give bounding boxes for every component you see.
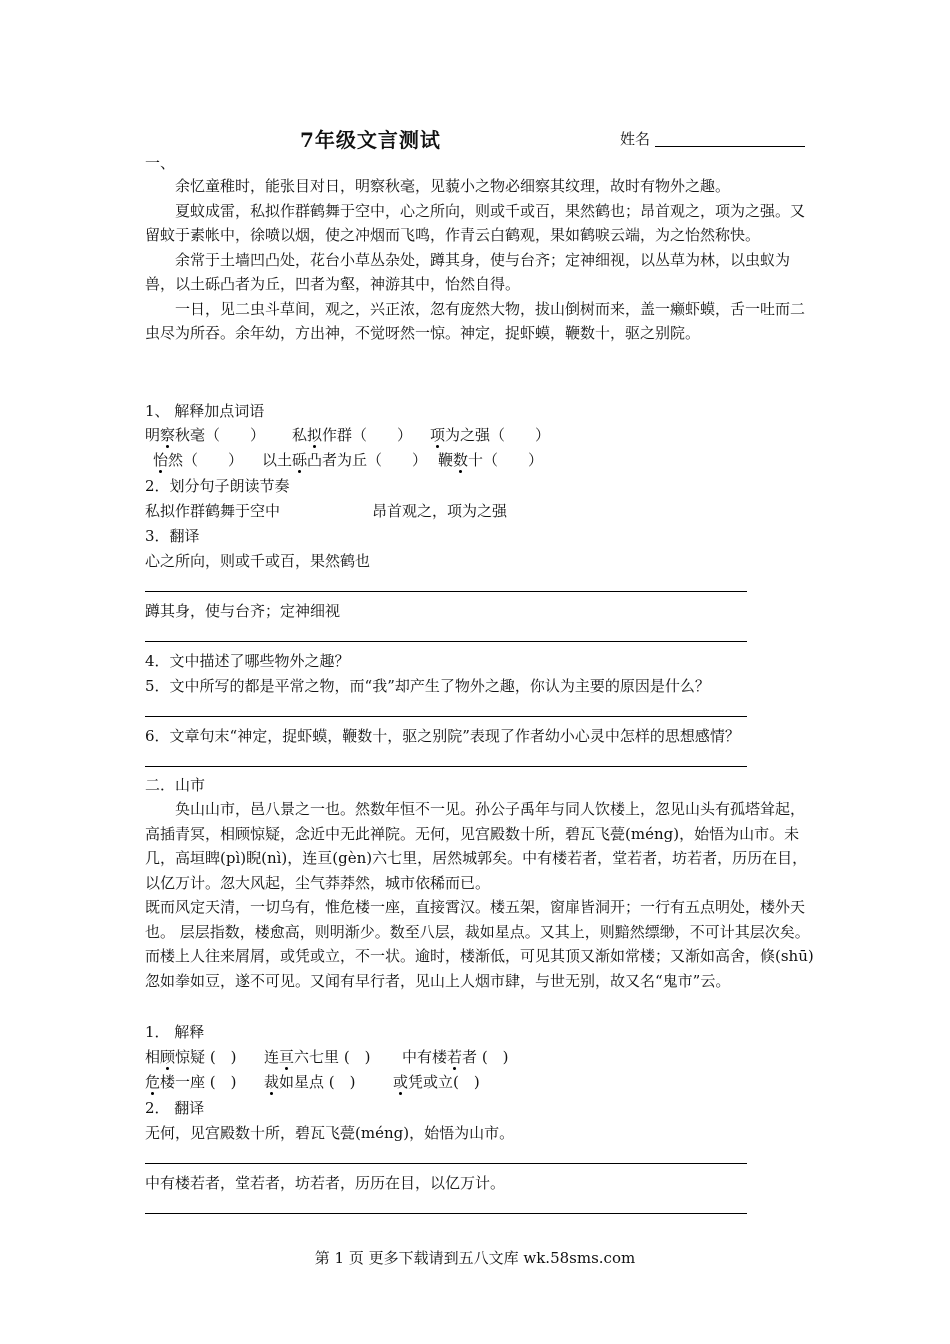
vocab-item: 项为之强（ ） [430, 426, 551, 444]
vocab-item: 明察秋毫（ ） [145, 426, 266, 444]
answer-blank[interactable]: （ ） [205, 426, 266, 444]
answer-blank[interactable]: （ ） [490, 426, 551, 444]
vocab-item: 连亘六七里 ( ) [264, 1048, 371, 1066]
translate-sentence: 心之所向，则或千或百，果然鹤也 [145, 552, 371, 570]
dotted-char: 裁 [264, 1073, 280, 1091]
answer-blank[interactable]: ( ) [205, 1048, 237, 1066]
passage-paragraph: 既而风定天清，一切乌有，惟危楼一座，直接霄汉。楼五架，窗扉皆洞开；一行有五点明处，楼外天也。 层层指数，楼愈高，则明渐少。数至八层，裁如星点。又其上，则黯然缥缈，不可计其层次矣。而楼上人往来屑屑，或凭或立，不一状。逾时，楼渐低，可见其顶又渐如常楼；又渐如高舍，倏(shū)忽如拳如豆，遂不可见。又闻有早行者，见山上人烟市肆，与世无别，故又名“鬼市”云。 [145, 898, 814, 990]
answer-blank[interactable]: ( ) [205, 1073, 237, 1091]
section2-question-1-label: 1． 解释 [145, 1023, 205, 1041]
answer-line[interactable] [145, 766, 747, 767]
vocab-item: 怡然（ ） [153, 451, 244, 469]
answer-line[interactable] [145, 1213, 747, 1214]
vocab-item: 以土砾凸者为丘（ ） [262, 451, 428, 469]
dotted-char: 或 [393, 1073, 409, 1091]
answer-line[interactable] [145, 591, 747, 592]
answer-blank[interactable]: （ ） [367, 451, 428, 469]
vocab-item: 鞭数十（ ） [438, 451, 544, 469]
question-3-label: 3．翻译 [145, 527, 200, 545]
dotted-char: 怡 [153, 451, 169, 469]
passage-paragraph: 一日，见二虫斗草间，观之，兴正浓，忽有庞然大物，拔山倒树而来，盖一癞虾蟆，舌一吐而二虫尽为所吞。余年幼，方出神，不觉呀然一惊。神定，捉虾蟆，鞭数十，驱之别院。 [145, 299, 806, 342]
page-footer: 第 1 页 更多下载请到五八文库 wk.58sms.com [314, 1249, 636, 1267]
rhythm-sentence: 昂首观之，项为之强 [372, 502, 508, 520]
vocab-item: 裁如星点 ( ) [264, 1073, 356, 1091]
name-blank-line [655, 146, 805, 147]
translate-sentence: 中有楼若者，堂若者，坊若者，历历在目，以亿万计。 [145, 1174, 506, 1192]
dotted-char: 拟 [307, 426, 323, 444]
dotted-char: 砾 [292, 451, 308, 469]
question-5: 5．文中所写的都是平常之物，而“我”却产生了物外之趣，你认为主要的原因是什么？ [145, 677, 710, 695]
answer-blank[interactable]: （ ） [352, 426, 413, 444]
translate-sentence: 无何，见宫殿数十所，碧瓦飞甍(méng)，始悟为山市。 [145, 1124, 515, 1142]
answer-blank[interactable]: ( ) [324, 1073, 356, 1091]
section2-heading: 二．山市 [145, 776, 206, 794]
section1-passage [145, 174, 817, 346]
answer-line[interactable] [145, 716, 747, 717]
page-title: 7年级文言测试 [300, 128, 441, 152]
answer-line[interactable] [145, 641, 747, 642]
dotted-char: 察 [160, 426, 176, 444]
dotted-char: 项 [430, 426, 446, 444]
answer-blank[interactable]: （ ） [183, 451, 244, 469]
vocab-item: 或凭或立( ) [393, 1073, 480, 1091]
question-6: 6．文章句末“神定，捉虾蟆，鞭数十，驱之别院”表现了作者幼小心灵中怎样的思想感情？ [145, 727, 740, 745]
section2-question-2-label: 2． 翻译 [145, 1099, 205, 1117]
dotted-char: 亘 [279, 1048, 295, 1066]
passage-paragraph: 夏蚊成雷，私拟作群鹤舞于空中，心之所向，则或千或百，果然鹤也；昂首观之，项为之强。又留蚊于素帐中，徐喷以烟，使之冲烟而飞鸣，作青云白鹤观，果如鹤唳云端，为之怡然称快。 [145, 201, 806, 244]
vocab-item: 中有楼若者 ( ) [402, 1048, 509, 1066]
dotted-char: 数 [453, 451, 469, 469]
rhythm-sentence: 私拟作群鹤舞于空中 [145, 502, 281, 520]
answer-blank[interactable]: （ ） [483, 451, 544, 469]
translate-sentence: 蹲其身，使与台齐；定神细视 [145, 602, 341, 620]
vocab-item: 私拟作群（ ） [292, 426, 413, 444]
dotted-char: 危 [145, 1073, 161, 1091]
dotted-char: 顾 [160, 1048, 176, 1066]
passage-paragraph: 余忆童稚时，能张目对日，明察秋毫，见藐小之物必细察其纹理，故时有物外之趣。 [175, 177, 731, 195]
section2-passage [145, 797, 817, 993]
vocab-item: 相顾惊疑 ( ) [145, 1048, 237, 1066]
name-label: 姓名 [620, 130, 651, 148]
question-2-label: 2．划分句子朗读节奏 [145, 477, 290, 495]
answer-blank[interactable]: ( ) [453, 1073, 480, 1091]
section1-heading: 一、 [145, 154, 176, 172]
vocab-item: 危楼一座 ( ) [145, 1073, 237, 1091]
question-1-label: 1、 解释加点词语 [145, 402, 265, 420]
dotted-char: 若 [447, 1048, 463, 1066]
passage-paragraph: 奂山山市，邑八景之一也。然数年恒不一见。孙公子禹年与同人饮楼上，忽见山头有孤塔耸起，高插青冥，相顾惊疑，念近中无此禅院。无何，见宫殿数十所，碧瓦飞甍(méng)，始悟为山市。未几，高垣睥(pì)睨(nì)，连亘(gèn)六七里，居然城郭矣。中有楼若者，堂若者，坊若者，历历在目，以亿万计。忽大风起，尘气莽莽然，城市依稀而已。 [145, 800, 808, 892]
question-4: 4．文中描述了哪些物外之趣？ [145, 652, 350, 670]
answer-blank[interactable]: ( ) [339, 1048, 371, 1066]
passage-paragraph: 余常于土墙凹凸处，花台小草丛杂处，蹲其身，使与台齐；定神细视，以丛草为林，以虫蚁为兽，以土砾凸者为丘，凹者为壑，神游其中，怡然自得。 [145, 250, 791, 293]
answer-blank[interactable]: ( ) [477, 1048, 509, 1066]
answer-line[interactable] [145, 1163, 747, 1164]
